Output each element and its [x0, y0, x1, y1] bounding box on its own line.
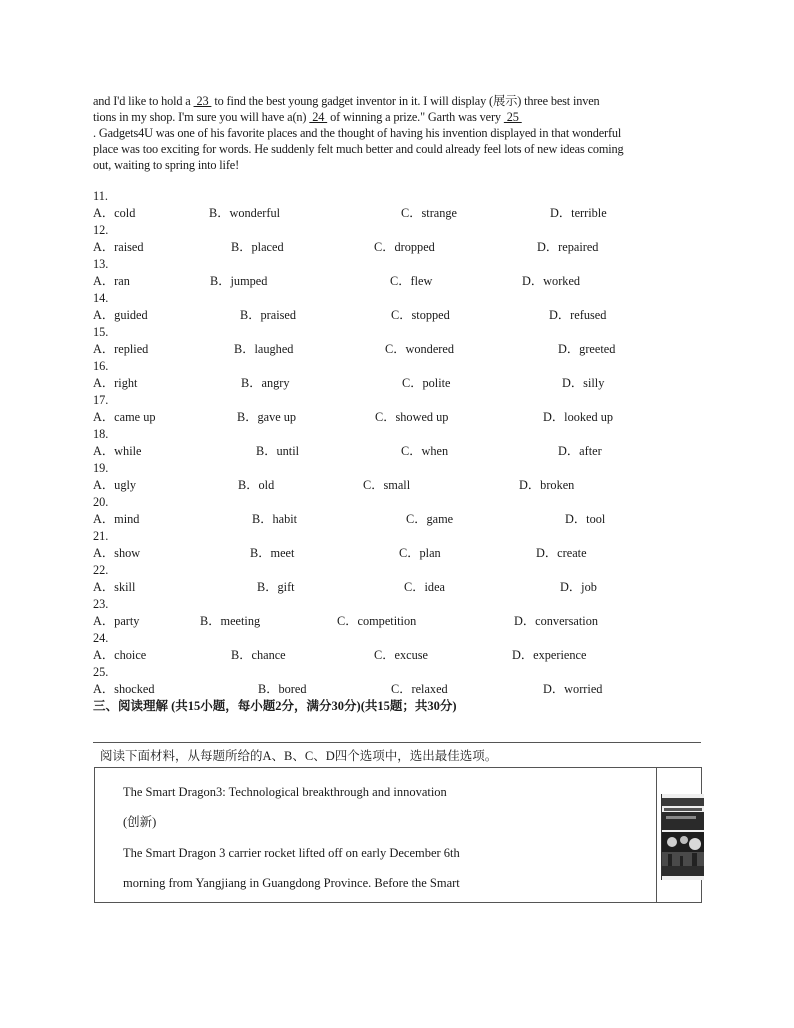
question-number: 15.	[93, 325, 109, 339]
option-c: C．idea	[404, 580, 445, 594]
option-d: D．looked up	[543, 410, 614, 424]
option-b: B．jumped	[210, 274, 268, 288]
section-divider	[93, 742, 701, 743]
option-d: D．terrible	[550, 206, 607, 220]
question-item	[93, 290, 713, 323]
question-number: 24.	[93, 631, 109, 645]
option-b: B．angry	[241, 376, 290, 390]
question-item	[93, 358, 713, 391]
passage-line	[93, 93, 705, 109]
question-number: 18.	[93, 427, 109, 441]
question-number: 11.	[93, 189, 108, 203]
question-number: 23.	[93, 597, 109, 611]
option-a: A．right	[93, 376, 138, 390]
question-number: 17.	[93, 393, 109, 407]
passage-line: out, waiting to spring into life!	[93, 158, 240, 172]
passage-line: . Gadgets4U was one of his favorite places and the thought of having his invention displayed in that wonderful	[93, 126, 622, 140]
reading-title-cn: (创新)	[123, 815, 157, 829]
option-d: D．greeted	[558, 342, 616, 356]
section-instruction: 阅读下面材料，从每题所给的A、B、C、D四个选项中，选出最佳选项。	[100, 749, 498, 763]
question-item	[93, 494, 713, 527]
option-a: A．guided	[93, 308, 148, 322]
question-number: 19.	[93, 461, 109, 475]
reading-line: morning from Yangjiang in Guangdong Province. Before the Smart	[123, 876, 460, 890]
question-item	[93, 664, 713, 697]
option-c: C．relaxed	[391, 682, 448, 696]
option-c: C．game	[406, 512, 454, 526]
option-a: A．skill	[93, 580, 136, 594]
option-d: D．silly	[562, 376, 605, 390]
option-d: D．worried	[543, 682, 603, 696]
passage-text: and I'd like to hold a	[93, 94, 194, 108]
rocket-photo	[661, 794, 704, 880]
option-a: A．mind	[93, 512, 140, 526]
option-a: A．choice	[93, 648, 147, 662]
question-number: 12.	[93, 223, 109, 237]
option-a: A．show	[93, 546, 141, 560]
passage-text: tions in my shop. I'm sure you will have a(n)	[93, 110, 310, 124]
question-number: 21.	[93, 529, 109, 543]
option-b: B．bored	[258, 682, 307, 696]
passage-text: of winning a prize." Garth was very	[327, 110, 504, 124]
option-b: B．meeting	[200, 614, 261, 628]
question-item	[93, 426, 713, 459]
blank-24: 24	[309, 110, 328, 124]
column-divider	[656, 768, 657, 902]
question-item	[93, 324, 713, 357]
option-c: C．flew	[390, 274, 433, 288]
option-b: B．old	[238, 478, 275, 492]
question-number: 14.	[93, 291, 109, 305]
option-a: A．raised	[93, 240, 144, 254]
question-item	[93, 630, 713, 663]
option-d: D．job	[560, 580, 597, 594]
option-b: B．habit	[252, 512, 298, 526]
option-d: D．worked	[522, 274, 581, 288]
question-number: 13.	[93, 257, 109, 271]
cloze-passage	[93, 93, 705, 173]
option-a: A．ugly	[93, 478, 137, 492]
option-d: D．repaired	[537, 240, 599, 254]
option-a: A．party	[93, 614, 140, 628]
option-a: A．replied	[93, 342, 149, 356]
section-heading: 三、阅读理解 (共15小题，每小题2分，满分30分)(共15题；共30分)	[93, 699, 457, 713]
option-b: B．placed	[231, 240, 284, 254]
option-b: B．laughed	[234, 342, 294, 356]
question-number: 25.	[93, 665, 109, 679]
question-item	[93, 596, 713, 629]
reading-line: The Smart Dragon 3 carrier rocket lifted off on early December 6th	[123, 846, 460, 860]
question-item	[93, 256, 713, 289]
question-number: 22.	[93, 563, 109, 577]
reading-title: The Smart Dragon3: Technological breakthrough and innovation	[123, 785, 447, 799]
option-b: B．gave up	[237, 410, 297, 424]
option-b: B．praised	[240, 308, 297, 322]
option-d: D．create	[536, 546, 587, 560]
question-item	[93, 222, 713, 255]
option-a: A．shocked	[93, 682, 155, 696]
option-c: C．when	[401, 444, 449, 458]
option-c: C．excuse	[374, 648, 428, 662]
option-c: C．polite	[402, 376, 451, 390]
option-d: D．conversation	[514, 614, 599, 628]
question-item	[93, 528, 713, 561]
question-item	[93, 562, 713, 595]
question-number: 20.	[93, 495, 109, 509]
option-d: D．after	[558, 444, 602, 458]
option-c: C．dropped	[374, 240, 435, 254]
option-c: C．small	[363, 478, 411, 492]
option-a: A．cold	[93, 206, 136, 220]
option-c: C．showed up	[375, 410, 449, 424]
question-item	[93, 460, 713, 493]
option-b: B．gift	[257, 580, 295, 594]
option-a: A．came up	[93, 410, 156, 424]
option-d: D．tool	[565, 512, 606, 526]
option-c: C．wondered	[385, 342, 454, 356]
option-b: B．chance	[231, 648, 286, 662]
passage-line: place was too exciting for words. He suddenly felt much better and could already feel lots of new ideas coming	[93, 142, 624, 156]
option-a: A．while	[93, 444, 142, 458]
option-d: D．experience	[512, 648, 587, 662]
question-number: 16.	[93, 359, 109, 373]
passage-line	[93, 109, 705, 125]
question-item	[93, 188, 713, 221]
option-c: C．stopped	[391, 308, 450, 322]
option-d: D．refused	[549, 308, 607, 322]
option-c: C．competition	[337, 614, 417, 628]
option-c: C．plan	[399, 546, 441, 560]
blank-23: 23	[193, 94, 212, 108]
option-d: D．broken	[519, 478, 575, 492]
option-b: B．wonderful	[209, 206, 281, 220]
photo-image	[662, 794, 704, 880]
option-b: B．meet	[250, 546, 295, 560]
option-b: B．until	[256, 444, 300, 458]
reading-passage-box	[94, 767, 702, 903]
passage-text: to find the best young gadget inventor in it. I will display (展示) three best inven	[211, 94, 600, 108]
blank-25: 25	[503, 110, 522, 124]
question-item	[93, 392, 713, 425]
option-c: C．strange	[401, 206, 458, 220]
option-a: A．ran	[93, 274, 130, 288]
